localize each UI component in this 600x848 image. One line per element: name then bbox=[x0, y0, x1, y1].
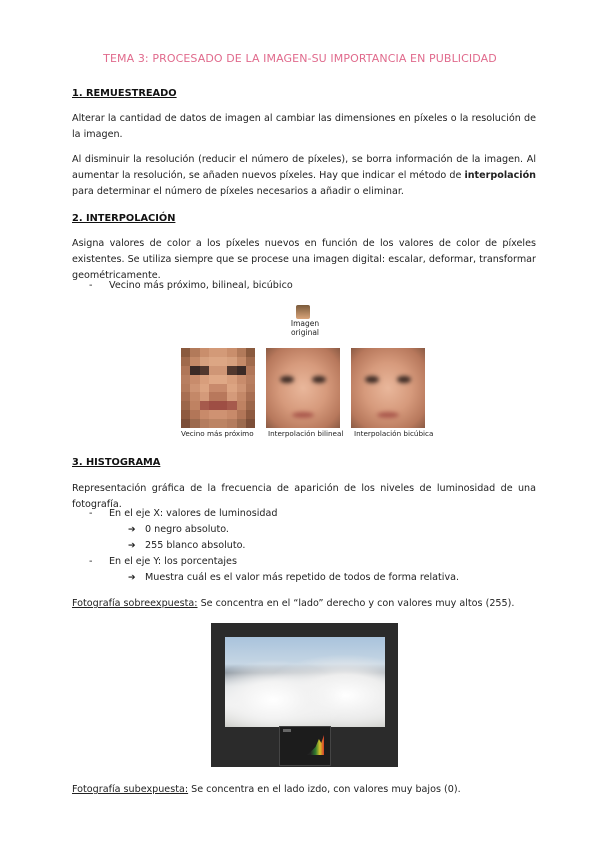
dash-bullet: - bbox=[89, 280, 93, 291]
caption-nearest: Vecino más próximo bbox=[181, 429, 254, 438]
subexpuesta-line: Fotografía subexpuesta: Se concentra en el lado izdo, con valores muy bajos (0). bbox=[72, 784, 461, 795]
heading-interpolacion: 2. INTERPOLACIÓN bbox=[72, 213, 176, 224]
face-bicubic bbox=[351, 348, 425, 428]
bullet-eje-y: En el eje Y: los porcentajes bbox=[109, 556, 237, 567]
histograma-paragraph: Representación gráfica de la frecuencia de aparición de los niveles de luminosidad de una fotografía. bbox=[72, 483, 536, 510]
sub-bullet-blanco: 255 blanco absoluto. bbox=[145, 540, 246, 551]
caption-original: Imagen original bbox=[290, 319, 320, 337]
dash-bullet: - bbox=[89, 508, 93, 519]
subexpuesta-label: Fotografía subexpuesta: bbox=[72, 784, 189, 795]
heading-remuestreado: 1. REMUESTREADO bbox=[72, 88, 177, 99]
remuestreado-paragraph-2: Al disminuir la resolución (reducir el número de píxeles), se borra información de la imagen. Al aumentar la resolución, se añaden nuevos píxeles. Hay que indicar el método de interpolación para determinar el número de píxeles necesarios a añadir o eliminar. bbox=[72, 154, 536, 197]
arrow-bullet: ➔ bbox=[128, 573, 136, 583]
interpolation-methods: Vecino más próximo, bilineal, bicúbico bbox=[109, 280, 293, 291]
interpolacion-paragraph: Asigna valores de color a los píxeles nuevos en función de los valores de color de píxeles existentes. Se utiliza siempre que se procese una imagen digital: escalar, deformar, transformar geométricamente. bbox=[72, 238, 536, 281]
caption-bicubic: Interpolación bicúbica bbox=[354, 429, 434, 438]
face-nearest-neighbor bbox=[181, 348, 255, 428]
sobreexpuesta-label: Fotografía sobreexpuesta: bbox=[72, 598, 198, 609]
histogram-panel bbox=[279, 726, 331, 766]
cloud-landscape-image bbox=[225, 637, 385, 727]
interpolation-figure bbox=[180, 305, 434, 440]
sub-bullet-negro: 0 negro absoluto. bbox=[145, 524, 229, 535]
bullet-eje-x: En el eje X: valores de luminosidad bbox=[109, 508, 278, 519]
dash-bullet: - bbox=[89, 556, 93, 567]
arrow-bullet: ➔ bbox=[128, 525, 136, 535]
overexposed-photo bbox=[211, 623, 398, 767]
original-face-thumbnail bbox=[296, 305, 310, 319]
bold-interpolacion: interpolación bbox=[464, 170, 536, 181]
sub-bullet-porcentajes: Muestra cuál es el valor más repetido de todos de forma relativa. bbox=[145, 572, 460, 583]
heading-histograma: 3. HISTOGRAMA bbox=[72, 457, 161, 468]
histogram-graph bbox=[290, 735, 324, 755]
caption-bilinear: Interpolación bilineal bbox=[268, 429, 344, 438]
face-bilinear bbox=[266, 348, 340, 428]
arrow-bullet: ➔ bbox=[128, 541, 136, 551]
page-title: TEMA 3: PROCESADO DE LA IMAGEN-SU IMPORTANCIA EN PUBLICIDAD bbox=[103, 52, 497, 65]
remuestreado-paragraph-1: Alterar la cantidad de datos de imagen al cambiar las dimensiones en píxeles o la resolución de la imagen. bbox=[72, 113, 536, 140]
sobreexpuesta-line: Fotografía sobreexpuesta: Se concentra en el “lado” derecho y con valores muy altos (255). bbox=[72, 598, 515, 609]
